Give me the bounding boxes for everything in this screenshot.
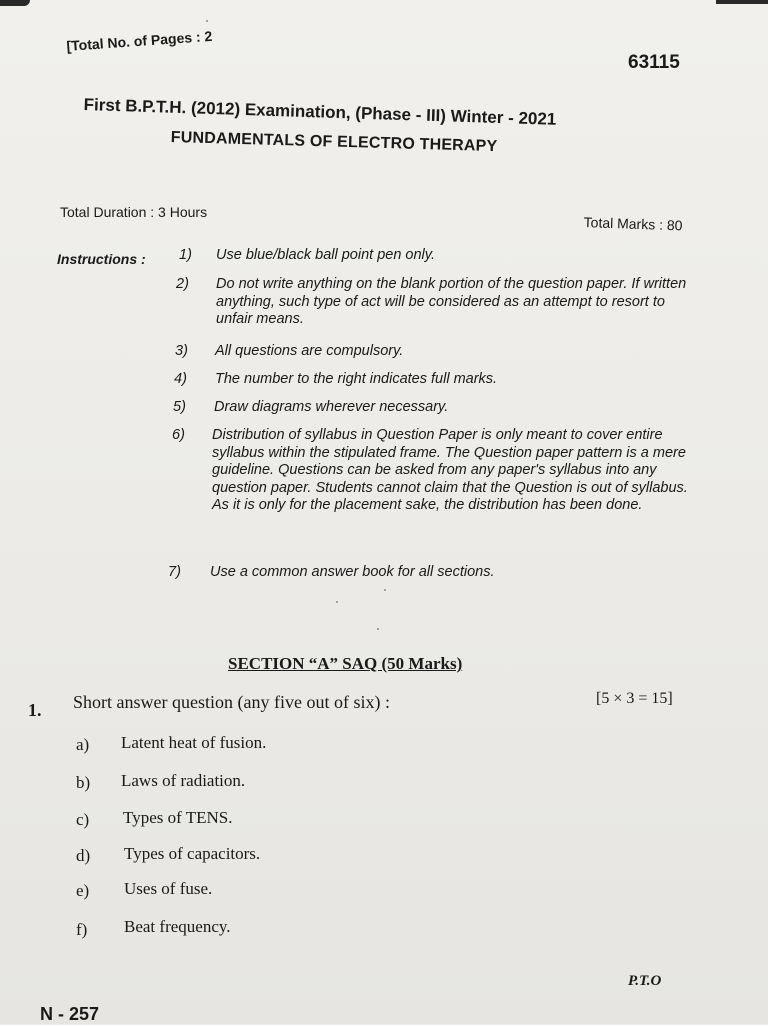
- question-text: Short answer question (any five out of six) :: [73, 692, 390, 712]
- section-heading: SECTION “A” SAQ (50 Marks): [228, 654, 463, 673]
- speck: [384, 589, 386, 591]
- instruction-number: 3): [175, 343, 188, 359]
- instruction-number: 1): [179, 247, 192, 263]
- speck: [206, 20, 208, 22]
- instruction-number: 6): [172, 427, 185, 443]
- total-duration: Total Duration : 3 Hours: [60, 204, 208, 220]
- instruction-text: Use blue/black ball point pen only.: [216, 247, 435, 263]
- total-pages: [Total No. of Pages : 2: [66, 27, 213, 54]
- scan-edge-mark: [716, 0, 768, 4]
- sub-question-text: Latent heat of fusion.: [121, 733, 267, 752]
- instructions-label: Instructions :: [57, 251, 146, 267]
- sub-question-letter: b): [76, 773, 91, 792]
- question-number: 1.: [28, 700, 42, 720]
- sub-question-text: Uses of fuse.: [124, 879, 213, 898]
- instruction-number: 7): [168, 564, 181, 580]
- please-turn-over: P.T.O: [628, 973, 662, 989]
- sub-question-text: Types of capacitors.: [124, 844, 261, 863]
- instruction-number: 4): [174, 371, 187, 387]
- paper-footer-code: N - 257: [40, 1004, 100, 1024]
- speck: [336, 601, 338, 603]
- sub-question-letter: a): [76, 735, 90, 754]
- question-marks: [5 × 3 = 15]: [596, 690, 673, 707]
- speck: [377, 628, 379, 630]
- instruction-text: The number to the right indicates full marks.: [215, 371, 498, 387]
- instruction-text: Distribution of syllabus in Question Paper is only meant to cover entire syllabus within the stipulated frame. The Question paper pattern is a mere guideline. Questions can be asked from any paper's syllabus into any question paper. Students cannot claim that the Question is out of syllabus. As it is only for the placement sake, the distribution has been done.: [212, 427, 688, 513]
- scan-edge-mark: [0, 0, 30, 6]
- instruction-text: Draw diagrams wherever necessary.: [214, 399, 449, 415]
- sub-question-letter: f): [76, 920, 88, 939]
- sub-question-text: Types of TENS.: [123, 808, 233, 827]
- instruction-text: Use a common answer book for all sections.: [210, 564, 495, 580]
- instruction-text: All questions are compulsory.: [215, 343, 404, 359]
- subject-title: FUNDAMENTALS OF ELECTRO THERAPY: [170, 129, 498, 156]
- exam-title: First B.P.T.H. (2012) Examination, (Phase - III) Winter - 2021: [83, 95, 557, 129]
- sub-question-text: Laws of radiation.: [121, 771, 246, 790]
- instruction-number: 5): [173, 399, 186, 415]
- sub-question-letter: c): [76, 810, 90, 829]
- sub-question-letter: e): [76, 881, 90, 900]
- instruction-text: Do not write anything on the blank portion of the question paper. If written anything, such type of act will be considered as an attempt to resort to unfair means.: [216, 276, 687, 327]
- sub-question-letter: d): [76, 846, 91, 865]
- sub-question-text: Beat frequency.: [124, 917, 231, 936]
- total-marks: Total Marks : 80: [583, 214, 683, 234]
- paper-code: 63115: [628, 52, 680, 73]
- instruction-number: 2): [176, 276, 189, 292]
